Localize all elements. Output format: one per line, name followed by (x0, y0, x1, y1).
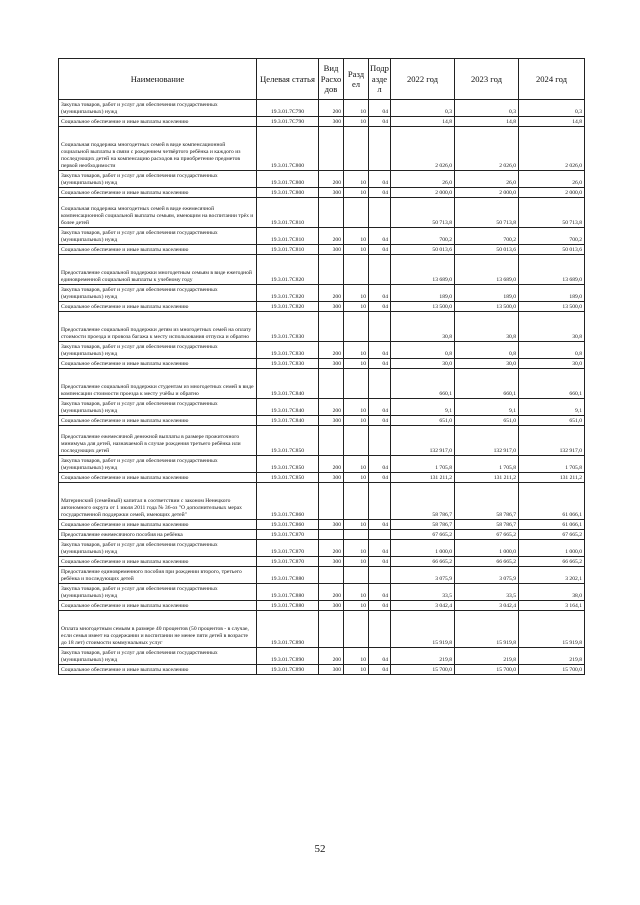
row-subsection: 04 (369, 359, 391, 369)
row-name: Социальное обеспечение и иные выплаты населению (59, 665, 257, 675)
row-value-2023: 50 713,8 (455, 198, 519, 228)
row-section: 10 (344, 100, 369, 117)
row-name: Закупка товаров, работ и услуг для обеспечения государственных (муниципальных) нужд (59, 399, 257, 416)
row-value-2024: 3 164,1 (519, 601, 585, 611)
row-value-2023: 2 000,0 (455, 188, 519, 198)
row-expense-type (319, 369, 344, 399)
row-subsection: 04 (369, 520, 391, 530)
row-expense-type (319, 255, 344, 285)
table-row (59, 456, 585, 473)
row-section (344, 426, 369, 456)
row-value-2022: 1 705,8 (391, 456, 455, 473)
table-row (59, 117, 585, 127)
row-name: Социальное обеспечение и иные выплаты населению (59, 302, 257, 312)
row-name: Социальное обеспечение и иные выплаты населению (59, 520, 257, 530)
table-row (59, 416, 585, 426)
row-target-article: 19.3.01.7С850 (257, 473, 319, 483)
row-target-article: 19.3.01.7С800 (257, 188, 319, 198)
header-year-2024: 2024 год (519, 59, 585, 100)
row-target-article: 19.3.01.7С880 (257, 584, 319, 601)
header-subsection: Подр азде л (369, 59, 391, 100)
row-expense-type (319, 530, 344, 540)
row-name: Социальное обеспечение и иные выплаты населению (59, 557, 257, 567)
row-subsection: 04 (369, 557, 391, 567)
table-row (59, 601, 585, 611)
row-target-article: 19.3.01.7С860 (257, 483, 319, 520)
row-value-2023: 33,5 (455, 584, 519, 601)
row-value-2024: 15 919,8 (519, 611, 585, 648)
row-expense-type: 200 (319, 648, 344, 665)
row-value-2023: 131 211,2 (455, 473, 519, 483)
row-subsection (369, 127, 391, 171)
row-section: 10 (344, 228, 369, 245)
row-subsection (369, 255, 391, 285)
table-row (59, 302, 585, 312)
row-expense-type (319, 127, 344, 171)
row-value-2023: 3 042,4 (455, 601, 519, 611)
row-value-2023: 67 665,2 (455, 530, 519, 540)
row-target-article: 19.3.01.7С800 (257, 171, 319, 188)
row-target-article: 19.3.01.7С890 (257, 665, 319, 675)
row-target-article: 19.3.01.7С820 (257, 302, 319, 312)
row-value-2022: 219,8 (391, 648, 455, 665)
row-name: Закупка товаров, работ и услуг для обеспечения государственных (муниципальных) нужд (59, 456, 257, 473)
row-expense-type: 200 (319, 456, 344, 473)
row-value-2024: 50 013,6 (519, 245, 585, 255)
row-subsection: 04 (369, 665, 391, 675)
row-value-2023: 3 075,9 (455, 567, 519, 584)
table-row (59, 611, 585, 648)
row-value-2023: 660,1 (455, 369, 519, 399)
row-target-article: 19.3.01.7С810 (257, 198, 319, 228)
row-name: Закупка товаров, работ и услуг для обеспечения государственных (муниципальных) нужд (59, 540, 257, 557)
row-value-2024: 2 026,0 (519, 127, 585, 171)
row-value-2024: 2 000,0 (519, 188, 585, 198)
row-value-2022: 15 700,0 (391, 665, 455, 675)
row-value-2023: 1 000,0 (455, 540, 519, 557)
row-target-article: 19.3.01.7С810 (257, 228, 319, 245)
row-section: 10 (344, 188, 369, 198)
row-section: 10 (344, 359, 369, 369)
row-section: 10 (344, 245, 369, 255)
row-name: Предоставление социальной поддержки студентам из многодетных семей в виде компенсации стоимости проезда к месту учёбы и обратно (59, 369, 257, 399)
row-target-article: 19.3.01.7С840 (257, 416, 319, 426)
row-value-2022: 33,5 (391, 584, 455, 601)
row-subsection (369, 426, 391, 456)
row-value-2024: 66 665,2 (519, 557, 585, 567)
row-value-2022: 700,2 (391, 228, 455, 245)
row-value-2024: 15 700,0 (519, 665, 585, 675)
table-row (59, 483, 585, 520)
row-value-2024: 67 665,2 (519, 530, 585, 540)
row-section (344, 530, 369, 540)
row-value-2022: 58 786,7 (391, 520, 455, 530)
table-header-row (59, 59, 585, 100)
row-expense-type: 300 (319, 473, 344, 483)
row-value-2023: 219,8 (455, 648, 519, 665)
row-value-2024: 1 000,0 (519, 540, 585, 557)
row-value-2024: 14,8 (519, 117, 585, 127)
row-value-2024: 38,0 (519, 584, 585, 601)
row-target-article: 19.3.01.7С830 (257, 342, 319, 359)
row-subsection: 04 (369, 399, 391, 416)
row-subsection: 04 (369, 342, 391, 359)
row-name: Закупка товаров, работ и услуг для обеспечения государственных (муниципальных) нужд (59, 285, 257, 302)
table-row (59, 228, 585, 245)
row-value-2024: 219,8 (519, 648, 585, 665)
row-section: 10 (344, 171, 369, 188)
row-expense-type: 200 (319, 171, 344, 188)
table-row (59, 665, 585, 675)
row-value-2022: 189,0 (391, 285, 455, 302)
row-value-2024: 26,0 (519, 171, 585, 188)
row-section (344, 198, 369, 228)
header-name: Наименование (59, 59, 257, 100)
row-target-article: 19.3.01.7С840 (257, 399, 319, 416)
row-value-2023: 651,0 (455, 416, 519, 426)
row-value-2024: 1 705,8 (519, 456, 585, 473)
row-section (344, 369, 369, 399)
row-target-article: 19.3.01.7С810 (257, 245, 319, 255)
row-value-2024: 660,1 (519, 369, 585, 399)
row-subsection: 04 (369, 473, 391, 483)
row-target-article: 19.3.01.7С790 (257, 100, 319, 117)
row-subsection: 04 (369, 584, 391, 601)
row-section: 10 (344, 342, 369, 359)
row-expense-type: 300 (319, 117, 344, 127)
row-value-2023: 9,1 (455, 399, 519, 416)
row-name: Социальное обеспечение и иные выплаты населению (59, 245, 257, 255)
row-value-2023: 30,8 (455, 312, 519, 342)
row-value-2022: 67 665,2 (391, 530, 455, 540)
row-subsection: 04 (369, 188, 391, 198)
table-row (59, 198, 585, 228)
table-body (59, 100, 585, 675)
document-page (58, 58, 584, 675)
row-expense-type: 200 (319, 584, 344, 601)
row-value-2023: 13 500,0 (455, 302, 519, 312)
row-subsection: 04 (369, 540, 391, 557)
row-value-2022: 30,8 (391, 312, 455, 342)
row-target-article: 19.3.01.7С850 (257, 426, 319, 456)
row-section: 10 (344, 584, 369, 601)
row-target-article: 19.3.01.7С850 (257, 456, 319, 473)
row-value-2022: 14,8 (391, 117, 455, 127)
row-value-2022: 0,8 (391, 342, 455, 359)
row-subsection (369, 611, 391, 648)
row-subsection (369, 530, 391, 540)
table-row (59, 557, 585, 567)
row-value-2024: 3 202,1 (519, 567, 585, 584)
row-target-article: 19.3.01.7С840 (257, 369, 319, 399)
header-year-2023: 2023 год (455, 59, 519, 100)
row-name: Социальное обеспечение и иные выплаты населению (59, 601, 257, 611)
row-section (344, 127, 369, 171)
row-value-2023: 30,0 (455, 359, 519, 369)
row-section (344, 255, 369, 285)
row-target-article: 19.3.01.7С800 (257, 127, 319, 171)
row-value-2024: 61 066,1 (519, 520, 585, 530)
row-section: 10 (344, 557, 369, 567)
row-section: 10 (344, 416, 369, 426)
table-row (59, 584, 585, 601)
row-target-article: 19.3.01.7С820 (257, 255, 319, 285)
header-target-article: Целевая статья (257, 59, 319, 100)
row-expense-type: 300 (319, 416, 344, 426)
row-value-2023: 0,3 (455, 100, 519, 117)
row-name: Оплата многодетным семьям в размере 40 процентов (50 процентов - в случае, если семья имеет на содержании и воспитании не менее пяти детей в возрасте до 18 лет) стоимости коммунальных услуг (59, 611, 257, 648)
row-value-2023: 58 786,7 (455, 483, 519, 520)
row-subsection: 04 (369, 416, 391, 426)
table-row (59, 312, 585, 342)
table-row (59, 567, 585, 584)
header-section: Разд ел (344, 59, 369, 100)
row-expense-type: 300 (319, 245, 344, 255)
row-section: 10 (344, 285, 369, 302)
row-value-2023: 26,0 (455, 171, 519, 188)
row-name: Закупка товаров, работ и услуг для обеспечения государственных (муниципальных) нужд (59, 648, 257, 665)
row-value-2022: 13 500,0 (391, 302, 455, 312)
row-name: Социальная поддержка многодетных семей в виде ежемесячной компенсационной социальной выплаты семьям, имеющим на воспитании трёх и более детей (59, 198, 257, 228)
row-name: Социальное обеспечение и иные выплаты населению (59, 117, 257, 127)
row-value-2024: 13 500,0 (519, 302, 585, 312)
row-target-article: 19.3.01.7С880 (257, 601, 319, 611)
row-target-article: 19.3.01.7С870 (257, 540, 319, 557)
row-value-2022: 58 786,7 (391, 483, 455, 520)
header-expense-type: Вид Расхо дов (319, 59, 344, 100)
row-section: 10 (344, 302, 369, 312)
row-target-article: 19.3.01.7С880 (257, 567, 319, 584)
row-name: Социальное обеспечение и иные выплаты населению (59, 188, 257, 198)
row-value-2022: 26,0 (391, 171, 455, 188)
row-section: 10 (344, 520, 369, 530)
table-row (59, 473, 585, 483)
table-row (59, 426, 585, 456)
row-section (344, 567, 369, 584)
row-value-2024: 30,8 (519, 312, 585, 342)
table-row (59, 188, 585, 198)
row-name: Предоставление социальной поддержки многодетным семьям в виде ежегодной единовременной социальной выплаты к учебному году (59, 255, 257, 285)
table-row (59, 359, 585, 369)
row-value-2022: 132 917,0 (391, 426, 455, 456)
row-name: Предоставление единовременного пособия при рождении второго, третьего ребёнка и последующих детей (59, 567, 257, 584)
row-name: Закупка товаров, работ и услуг для обеспечения государственных (муниципальных) нужд (59, 584, 257, 601)
row-value-2022: 2 026,0 (391, 127, 455, 171)
row-target-article: 19.3.01.7С830 (257, 359, 319, 369)
row-target-article: 19.3.01.7С820 (257, 285, 319, 302)
row-section (344, 312, 369, 342)
row-value-2022: 651,0 (391, 416, 455, 426)
row-value-2024: 700,2 (519, 228, 585, 245)
row-value-2022: 2 000,0 (391, 188, 455, 198)
row-section (344, 483, 369, 520)
row-name: Материнский (семейный) капитал в соответствии с законом Ненецкого автономного округа от 1 июля 2011 года № 36-оз "О дополнительных мерах государственной поддержки семей, имеющих детей" (59, 483, 257, 520)
row-expense-type (319, 483, 344, 520)
row-name: Социальная поддержка многодетных семей в виде компенсационной социальной выплаты в связи с рождением четвёртого ребёнка и каждого из последующих детей на компенсацию расходов на приобретение предметов первой необходимости (59, 127, 257, 171)
row-target-article: 19.3.01.7С790 (257, 117, 319, 127)
row-value-2023: 132 917,0 (455, 426, 519, 456)
row-value-2022: 50 013,6 (391, 245, 455, 255)
row-expense-type: 300 (319, 188, 344, 198)
row-expense-type: 200 (319, 228, 344, 245)
row-value-2024: 50 713,8 (519, 198, 585, 228)
table-row (59, 342, 585, 359)
row-subsection: 04 (369, 228, 391, 245)
row-subsection (369, 312, 391, 342)
row-value-2023: 15 919,8 (455, 611, 519, 648)
table-row (59, 530, 585, 540)
table-row (59, 100, 585, 117)
table-row (59, 285, 585, 302)
row-value-2024: 30,0 (519, 359, 585, 369)
row-value-2022: 3 075,9 (391, 567, 455, 584)
row-subsection (369, 369, 391, 399)
row-name: Закупка товаров, работ и услуг для обеспечения государственных (муниципальных) нужд (59, 228, 257, 245)
row-section: 10 (344, 665, 369, 675)
row-name: Предоставление социальной поддержки детям из многодетных семей на оплату стоимости проезда и провоза багажа к месту использования отпуска и обратно (59, 312, 257, 342)
table-row (59, 245, 585, 255)
row-value-2024: 0,3 (519, 100, 585, 117)
row-name: Социальное обеспечение и иные выплаты населению (59, 359, 257, 369)
row-expense-type: 300 (319, 665, 344, 675)
row-value-2022: 50 713,8 (391, 198, 455, 228)
row-subsection (369, 483, 391, 520)
table-row (59, 171, 585, 188)
row-value-2024: 0,8 (519, 342, 585, 359)
row-expense-type: 200 (319, 285, 344, 302)
row-name: Закупка товаров, работ и услуг для обеспечения государственных (муниципальных) нужд (59, 100, 257, 117)
row-expense-type: 200 (319, 342, 344, 359)
row-value-2024: 651,0 (519, 416, 585, 426)
row-name: Социальное обеспечение и иные выплаты населению (59, 416, 257, 426)
row-value-2024: 132 917,0 (519, 426, 585, 456)
row-expense-type: 300 (319, 302, 344, 312)
table-row (59, 399, 585, 416)
row-subsection: 04 (369, 648, 391, 665)
table-row (59, 369, 585, 399)
row-subsection: 04 (369, 456, 391, 473)
row-value-2023: 1 705,8 (455, 456, 519, 473)
row-target-article: 19.3.01.7С830 (257, 312, 319, 342)
row-name: Социальное обеспечение и иные выплаты населению (59, 473, 257, 483)
row-value-2023: 14,8 (455, 117, 519, 127)
row-target-article: 19.3.01.7С870 (257, 530, 319, 540)
row-subsection: 04 (369, 100, 391, 117)
row-value-2024: 61 066,1 (519, 483, 585, 520)
row-value-2022: 15 919,8 (391, 611, 455, 648)
header-year-2022: 2022 год (391, 59, 455, 100)
row-value-2023: 0,8 (455, 342, 519, 359)
row-subsection: 04 (369, 302, 391, 312)
row-value-2023: 2 026,0 (455, 127, 519, 171)
row-expense-type: 300 (319, 601, 344, 611)
row-value-2022: 1 000,0 (391, 540, 455, 557)
row-expense-type (319, 312, 344, 342)
row-target-article: 19.3.01.7С890 (257, 611, 319, 648)
row-expense-type: 300 (319, 520, 344, 530)
budget-table (58, 58, 585, 675)
row-value-2022: 131 211,2 (391, 473, 455, 483)
row-section: 10 (344, 601, 369, 611)
row-value-2023: 50 013,6 (455, 245, 519, 255)
row-value-2023: 189,0 (455, 285, 519, 302)
row-name: Предоставление ежемесячного пособия на ребёнка (59, 530, 257, 540)
row-subsection (369, 567, 391, 584)
row-expense-type: 200 (319, 100, 344, 117)
table-row (59, 520, 585, 530)
row-expense-type (319, 198, 344, 228)
row-value-2023: 15 700,0 (455, 665, 519, 675)
page-number: 52 (314, 843, 326, 855)
row-section: 10 (344, 648, 369, 665)
row-subsection: 04 (369, 245, 391, 255)
row-value-2023: 66 665,2 (455, 557, 519, 567)
row-target-article: 19.3.01.7С860 (257, 520, 319, 530)
row-name: Закупка товаров, работ и услуг для обеспечения государственных (муниципальных) нужд (59, 342, 257, 359)
table-row (59, 648, 585, 665)
row-subsection: 04 (369, 285, 391, 302)
row-value-2024: 9,1 (519, 399, 585, 416)
row-section: 10 (344, 456, 369, 473)
row-section: 10 (344, 399, 369, 416)
row-expense-type: 300 (319, 557, 344, 567)
row-expense-type: 200 (319, 399, 344, 416)
row-value-2023: 700,2 (455, 228, 519, 245)
table-row (59, 127, 585, 171)
row-target-article: 19.3.01.7С890 (257, 648, 319, 665)
row-section: 10 (344, 540, 369, 557)
row-subsection (369, 198, 391, 228)
row-value-2022: 660,1 (391, 369, 455, 399)
row-name: Закупка товаров, работ и услуг для обеспечения государственных (муниципальных) нужд (59, 171, 257, 188)
row-subsection: 04 (369, 171, 391, 188)
row-expense-type (319, 426, 344, 456)
row-target-article: 19.3.01.7С870 (257, 557, 319, 567)
row-value-2022: 9,1 (391, 399, 455, 416)
row-value-2022: 3 042,4 (391, 601, 455, 611)
row-value-2024: 131 211,2 (519, 473, 585, 483)
row-section: 10 (344, 473, 369, 483)
row-value-2024: 189,0 (519, 285, 585, 302)
row-section: 10 (344, 117, 369, 127)
table-row (59, 540, 585, 557)
row-expense-type (319, 611, 344, 648)
row-value-2022: 66 665,2 (391, 557, 455, 567)
row-expense-type (319, 567, 344, 584)
row-expense-type: 200 (319, 540, 344, 557)
row-value-2024: 13 689,0 (519, 255, 585, 285)
row-value-2023: 13 689,0 (455, 255, 519, 285)
row-expense-type: 300 (319, 359, 344, 369)
row-value-2022: 30,0 (391, 359, 455, 369)
row-name: Предоставление ежемесячной денежной выплаты в размере прожиточного минимума для детей, назначаемой в случае рождения третьего ребёнка или последующих детей (59, 426, 257, 456)
table-row (59, 255, 585, 285)
row-subsection: 04 (369, 117, 391, 127)
row-value-2022: 0,3 (391, 100, 455, 117)
row-value-2022: 13 689,0 (391, 255, 455, 285)
row-value-2023: 58 786,7 (455, 520, 519, 530)
row-subsection: 04 (369, 601, 391, 611)
row-section (344, 611, 369, 648)
